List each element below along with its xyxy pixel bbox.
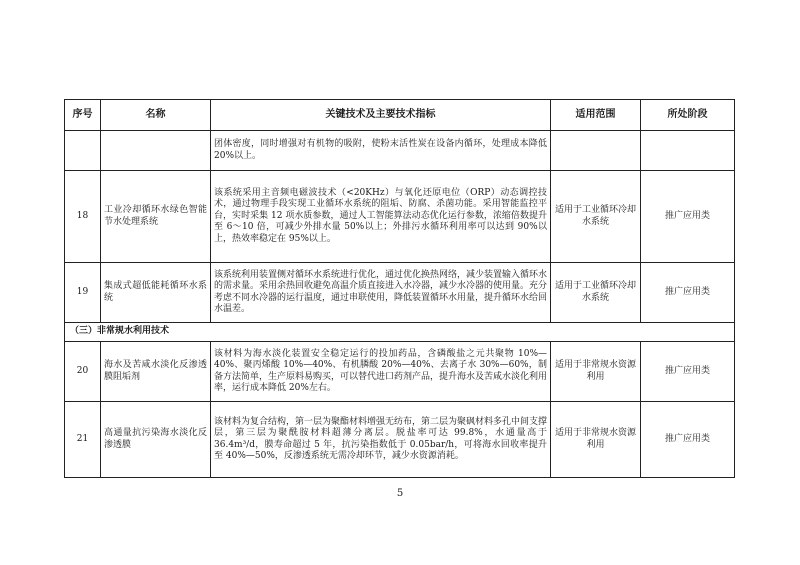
- stage: 推广应用类: [641, 402, 735, 478]
- scope: 适用于非常规水资源利用: [551, 402, 641, 478]
- table-row-21: [65, 402, 735, 478]
- tech-description: 该材料为海水淡化装置安全稳定运行的投加药品，含磷酸盐之元共聚物 10%—40%、聚丙烯酸 10%—40%、有机膦酸 20%—40%、去离子水 30%—60%，制备方法简单，生产原料易购买，可以替代进口药剂产品，提升海水及苦咸水淡化利用率，运行成本降低 20%左右。: [211, 342, 551, 402]
- section-title: （三）非常规水利用技术: [65, 323, 735, 342]
- row-number: 21: [65, 402, 101, 478]
- table-row-19: [65, 263, 735, 323]
- tech-name: 高通量抗污染海水淡化反渗透膜: [101, 402, 211, 478]
- tech-description: 该材料为复合结构，第一层为聚酯材料增强无纺布，第二层为聚砜材料多孔中间支撑层，第三层为聚酰胺材料超薄分离层。脱盐率可达 99.8%，水通量高于 36.4m³/d，膜寿命超过 5 年，抗污染指数低于 0.05bar/h，可将海水回收率提升至 40%—50%，反渗透系统无需冷却环节，减少水资源消耗。: [211, 402, 551, 478]
- stage: 推广应用类: [641, 342, 735, 402]
- tech-name: 集成式超低能耗循环水系统: [101, 263, 211, 323]
- row-number: 20: [65, 342, 101, 402]
- scope: 适用于工业循环冷却水系统: [551, 263, 641, 323]
- scope: 适用于工业循环冷却水系统: [551, 171, 641, 263]
- tech-name: 工业冷却循环水绿色智能节水处理系统: [101, 171, 211, 263]
- stage: 推广应用类: [641, 263, 735, 323]
- tech-description: 该系统利用装置侧对循环水系统进行优化，通过优化换热网络，减少装置输入循环水的需求量。采用余热回收避免高温介质直接进入水冷器，减少水冷器的使用量。充分考虑不同水冷器的运行温度，通过串联使用，降低装置循环水用量，提升循环水给回水温差。: [211, 263, 551, 323]
- table-row-18: [65, 171, 735, 263]
- section-row: [65, 323, 735, 342]
- header-name: 名称: [101, 100, 211, 131]
- row-number: 18: [65, 171, 101, 263]
- scope: 适用于非常规水资源利用: [551, 342, 641, 402]
- continuation-row: [65, 131, 735, 171]
- header-scope: 适用范围: [551, 100, 641, 131]
- technology-table: [64, 99, 735, 478]
- continuation-text: 团体密度，同时增强对有机物的吸附，使粉末活性炭在设备内循环，处理成本降低 20%以上。: [211, 131, 551, 171]
- tech-description: 该系统采用主音频电磁波技术（<20KHz）与氧化还原电位（ORP）动态调控技术，通过物理手段实现工业循环水系统的阻垢、防腐、杀菌功能。采用智能监控平台，实时采集 12 项水质参数，通过人工智能算法动态优化运行参数，浓缩倍数提升至 6～10 倍，可减少外排水量 50%以上；外排污水循环利用率可以达到 90%以上，热效率稳定在 95%以上。: [211, 171, 551, 263]
- stage: 推广应用类: [641, 171, 735, 263]
- header-tech: 关键技术及主要技术指标: [211, 100, 551, 131]
- header-no: 序号: [65, 100, 101, 131]
- page-number: 5: [396, 488, 404, 499]
- table-row-20: [65, 342, 735, 402]
- row-number: 19: [65, 263, 101, 323]
- tech-name: 海水及苦咸水淡化反渗透膜阻垢剂: [101, 342, 211, 402]
- header-stage: 所处阶段: [641, 100, 735, 131]
- header-row: [65, 100, 735, 131]
